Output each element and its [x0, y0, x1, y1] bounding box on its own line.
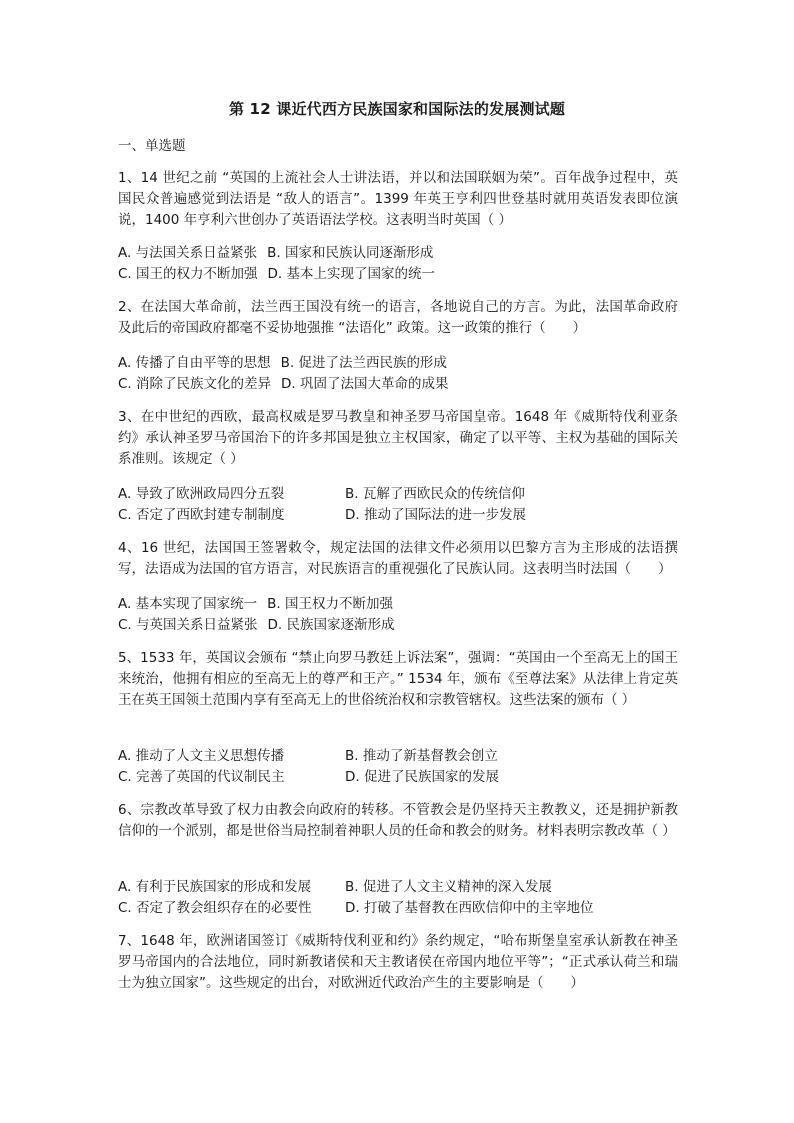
- question-4-option-c[interactable]: C. 与英国关系日益紧张: [118, 617, 258, 633]
- question-5-option-a[interactable]: A. 推动了人文主义思想传播: [118, 748, 285, 764]
- question-6-option-d[interactable]: D. 打破了基督教在西欧信仰中的主宰地位: [345, 900, 594, 916]
- question-1-option-d[interactable]: D. 基本上实现了国家的统一: [267, 266, 435, 282]
- question-5-options: [118, 746, 678, 788]
- question-2-option-b[interactable]: B. 促进了法兰西民族的形成: [280, 355, 447, 371]
- page-title: 第 12 课近代西方民族国家和国际法的发展测试题: [228, 100, 566, 118]
- question-6-options: [118, 877, 678, 919]
- question-4-option-d[interactable]: D. 民族国家逐渐形成: [267, 617, 395, 633]
- question-4-stem: 4、16 世纪，法国国王签署敕令，规定法国的法律文件必须用以巴黎方言为主形成的法语撰写，法语成为法国的官方语言，对民族语言的重视强化了民族认同。这表明当时法国（ ）: [118, 540, 678, 577]
- question-6-option-b[interactable]: B. 促进了人文主义精神的深入发展: [345, 879, 552, 895]
- question-3-options: [118, 484, 678, 526]
- question-3-option-a[interactable]: A. 导致了欧洲政局四分五裂: [118, 486, 285, 502]
- question-3-option-b[interactable]: B. 瓦解了西欧民众的传统信仰: [345, 486, 525, 502]
- question-1-option-c[interactable]: C. 国王的权力不断加强: [118, 266, 258, 282]
- question-3-option-c[interactable]: C. 否定了西欧封建专制制度: [118, 507, 285, 523]
- question-2-option-c[interactable]: C. 消除了民族文化的差异: [118, 376, 272, 392]
- question-2-stem: 2、在法国大革命前，法兰西王国没有统一的语言，各地说自己的方言。为此，法国革命政府及此后的帝国政府都毫不妥协地强推 “法语化” 政策。这一政策的推行（ ）: [118, 299, 678, 336]
- question-4-options: [118, 594, 678, 636]
- question-5-stem: 5、1533 年，英国议会颁布 “禁止向罗马教廷上诉法案”，强调：“英国由一个至高无上的国王来统治，他拥有相应的至高无上的尊严和王产。” 1534 年，颁布《至尊法案》从法律上肯定英王在英王国领土范围内享有至高无上的世俗统治权和宗教管辖权。这些法案的颁布（ ）: [118, 650, 678, 708]
- question-3-stem: 3、在中世纪的西欧，最高权威是罗马教皇和神圣罗马帝国皇帝。1648 年《威斯特伐利亚条约》承认神圣罗马帝国治下的许多邦国是独立主权国家，确定了以平等、主权为基础的国际关系准则。该规定（ ）: [118, 409, 678, 467]
- question-6-option-c[interactable]: C. 否定了教会组织存在的必要性: [118, 900, 312, 916]
- section-heading: 一、单选题: [118, 138, 186, 154]
- question-6-stem: 6、宗教改革导致了权力由教会向政府的转移。不管教会是仍坚持天主教教义，还是拥护新教信仰的一个派别，都是世俗当局控制着神职人员的任命和教会的财务。材料表明宗教改革（ ）: [118, 802, 678, 839]
- question-2-option-d[interactable]: D. 巩固了法国大革命的成果: [281, 376, 449, 392]
- question-4-option-b[interactable]: B. 国王权力不断加强: [267, 596, 393, 612]
- question-2-options: [118, 353, 678, 395]
- question-6-option-a[interactable]: A. 有利于民族国家的形成和发展: [118, 879, 312, 895]
- question-5-option-c[interactable]: C. 完善了英国的代议制民主: [118, 769, 285, 785]
- question-1-option-b[interactable]: B. 国家和民族认同逐渐形成: [267, 245, 434, 261]
- question-5-option-b[interactable]: B. 推动了新基督教会创立: [345, 748, 498, 764]
- question-5-option-d[interactable]: D. 促进了民族国家的发展: [345, 769, 499, 785]
- question-1-stem: 1、14 世纪之前 “英国的上流社会人士讲法语，并以和法国联姻为荣”。百年战争过程中，英国民众普遍感觉到法语是 “敌人的语言”。1399 年英王亨利四世登基时就用英语发表即位演说，1400 年亨利六世创办了英语语法学校。这表明当时英国（ ）: [118, 170, 678, 228]
- question-2-option-a[interactable]: A. 传播了自由平等的思想: [118, 355, 271, 371]
- question-3-option-d[interactable]: D. 推动了国际法的进一步发展: [345, 507, 526, 523]
- question-4-option-a[interactable]: A. 基本实现了国家统一: [118, 596, 258, 612]
- question-1-option-a[interactable]: A. 与法国关系日益紧张: [118, 245, 258, 261]
- question-1-options: [118, 243, 678, 285]
- question-7-stem: 7、1648 年，欧洲诸国签订《威斯特伐利亚和约》条约规定，“哈布斯堡皇室承认新教在神圣罗马帝国内的合法地位，同时新教诸侯和天主教诸侯在帝国内地位平等”；“正式承认荷兰和瑞士为独立国家”。这些规定的出台，对欧洲近代政治产生的主要影响是（ ）: [118, 933, 678, 991]
